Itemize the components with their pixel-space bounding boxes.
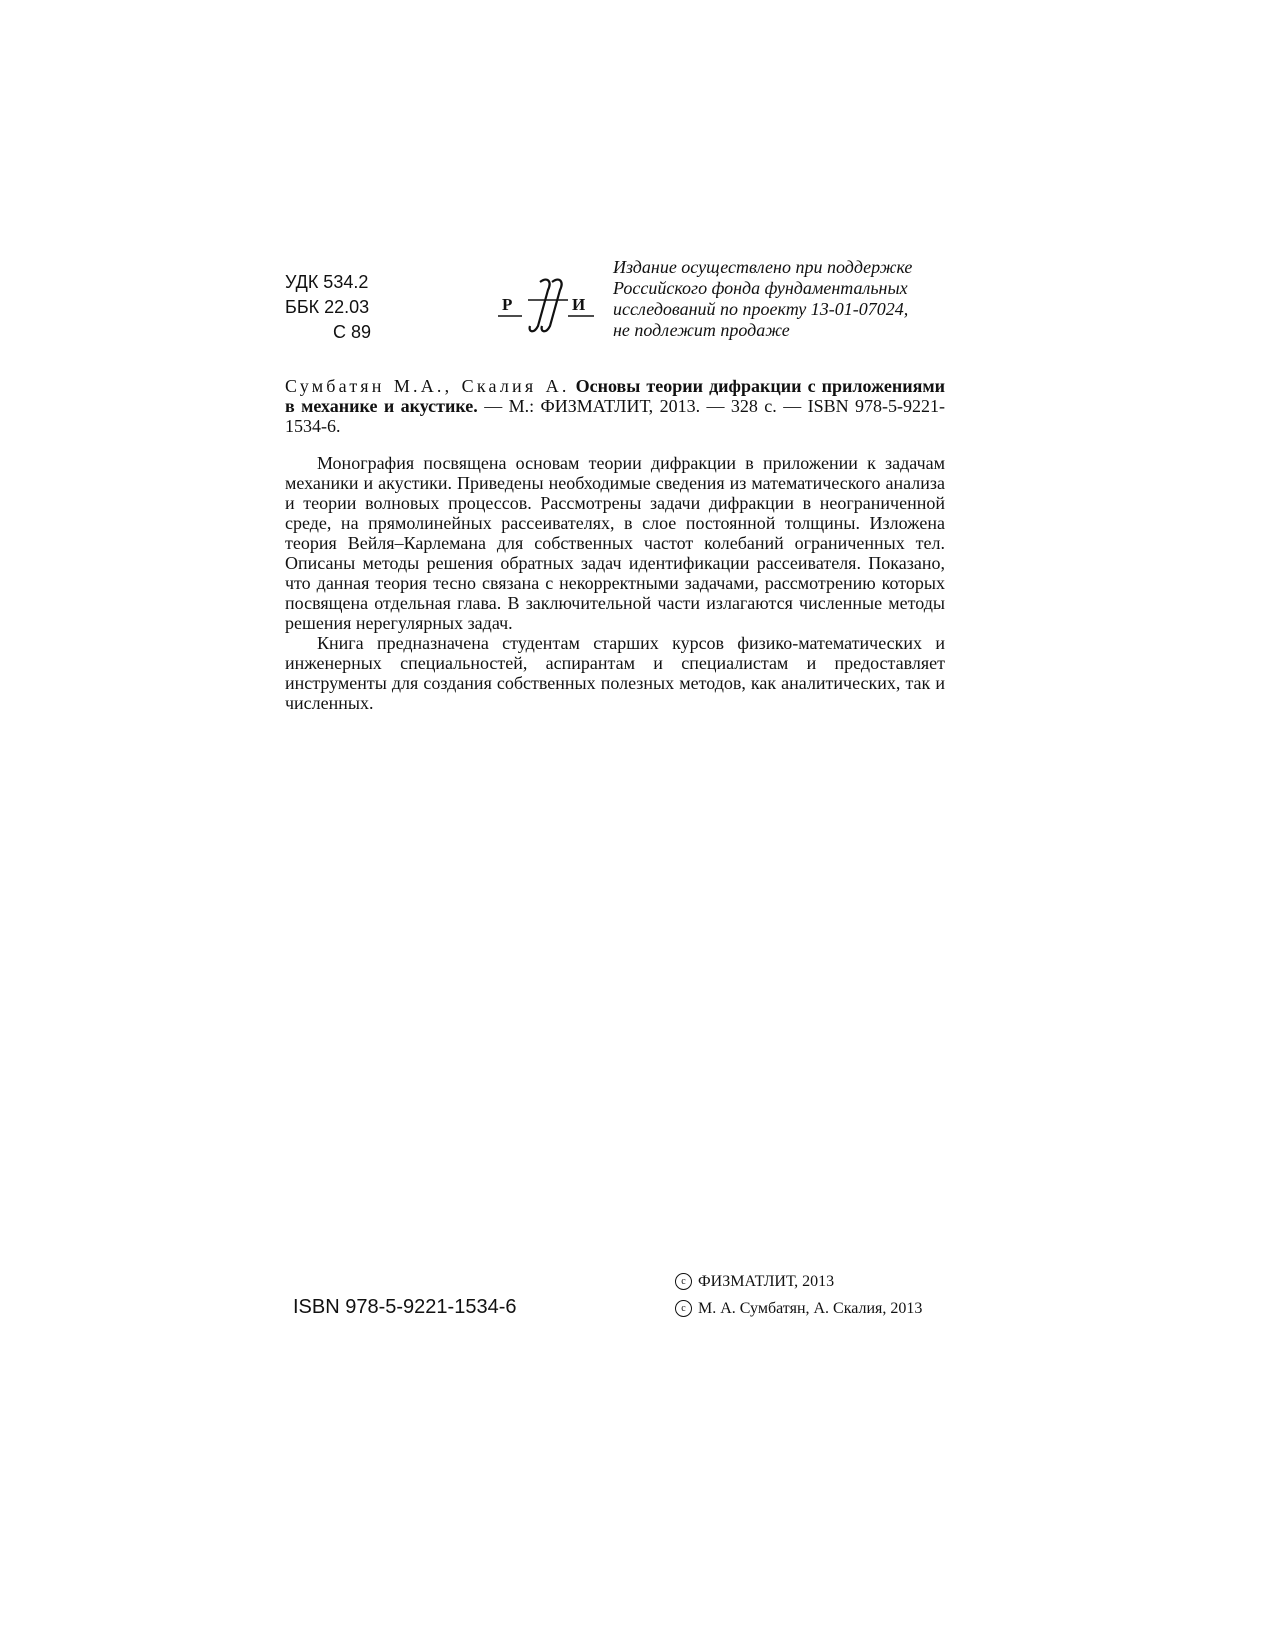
abstract-paragraph: Книга предназначена студентам старших курсов физико-математических и инженерных специальностей, аспирантам и специалистам и предоставляет инструменты для создания собственных полезных методов, как аналитических, так и численных.: [285, 633, 945, 713]
bbk-code: ББК 22.03: [285, 297, 370, 317]
funding-note: [613, 257, 958, 341]
classification-codes: [285, 270, 371, 345]
publication-info: — М.: ФИЗМАТЛИТ, 2013. — 328 с. — ISBN 978-5-9221-1534-6.: [285, 396, 945, 436]
isbn-number: ISBN 978-5-9221-1534-6: [293, 1296, 517, 1318]
author-mark: С 89: [333, 322, 372, 342]
funding-line: Издание осуществлено при поддержке: [613, 257, 913, 277]
copyright-icon: c: [675, 1273, 692, 1290]
logo-letter-left: Р: [502, 295, 513, 314]
copyright-authors-row: [675, 1295, 922, 1322]
udk-code: УДК 534.2: [285, 272, 369, 292]
copyright-block: [675, 1268, 922, 1322]
copyright-authors: М. А. Сумбатян, А. Скалия, 2013: [698, 1300, 923, 1317]
copyright-publisher: ФИЗМАТЛИТ, 2013: [698, 1273, 835, 1290]
funding-line: Российского фонда фундаментальных: [613, 278, 908, 298]
bibliographic-record: [285, 376, 945, 436]
book-authors: Сумбатян М.А., Скалия А.: [285, 376, 570, 396]
rffi-logo-icon: [496, 276, 596, 336]
logo-letter-right: И: [572, 295, 586, 314]
abstract: [285, 453, 945, 713]
funding-line: исследований по проекту 13-01-07024,: [613, 299, 909, 319]
copyright-publisher-row: [675, 1268, 922, 1295]
funding-line: не подлежит продаже: [613, 320, 790, 340]
copyright-icon: c: [675, 1300, 692, 1317]
abstract-paragraph: Монография посвящена основам теории дифракции в приложении к задачам механики и акустики. Приведены необходимые сведения из математического анализа и теории волновых процессов. Рассмотрены задачи дифракции в неограниченной среде, на прямолинейных рассеивателях, в слое постоянной толщины. Изложена теория Вейля–Карлемана для собственных частот колебаний ограниченных тел. Описаны методы решения обратных задач идентификации рассеивателя. Показано, что данная теория тесно связана с некорректными задачами, рассмотрению которых посвящена отдельная глава. В заключительной части излагаются численные методы решения нерегулярных задач.: [285, 453, 945, 633]
book-title: Основы теории дифракции с приложениями в механике и акустике.: [285, 376, 945, 416]
